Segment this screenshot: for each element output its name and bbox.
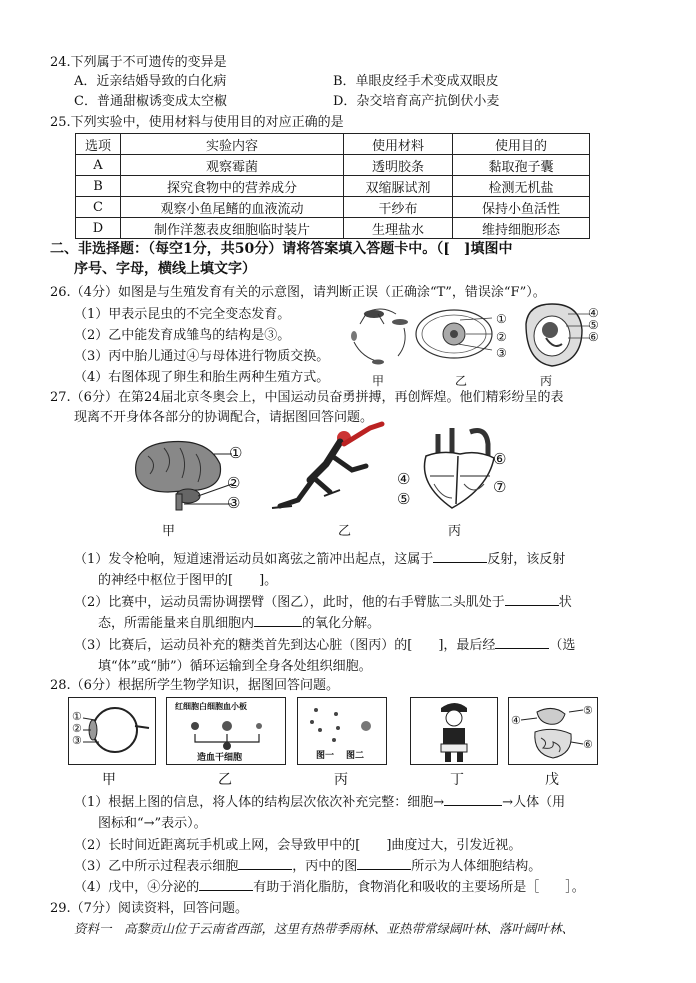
digestive-system-figure-box (508, 697, 598, 765)
person-figure (411, 698, 497, 764)
q26-stem: 26.（4分）如图是与生殖发育有关的示意图，请判断正误（正确涂“T”，错误涂“F”）。 (50, 285, 546, 300)
table-cell: 观察小鱼尾鳍的血液流动 (121, 197, 344, 218)
fig27-jia-caption: 甲 (162, 524, 176, 539)
egg-label: ③ (496, 346, 507, 360)
fig26-yi-caption: 乙 (455, 374, 468, 388)
eye-label: ② (72, 722, 82, 735)
q27-p2-text: （2）比赛中，运动员需协调摆臂（图乙），此时，他的右手臂肱二头肌处于 (74, 595, 505, 610)
heart-label: ⑥ (493, 450, 507, 468)
answer-blank[interactable] (199, 878, 253, 891)
q27-part1-line1 (74, 550, 565, 569)
section-note: 序号、字母，横线上填文字） (74, 261, 256, 277)
q26-statement-3: （3）丙中胎儿通过④与母体进行物质交换。 (74, 349, 330, 364)
q27-part3-line1 (74, 636, 575, 655)
egg-label: ② (496, 330, 507, 344)
eye-label: ① (72, 710, 82, 723)
uterus-label: ④ (588, 306, 599, 320)
table-header: 使用目的 (453, 134, 590, 155)
brain-label-cerebrum: ① (229, 444, 243, 462)
q25-stem: 25.下列实验中，使用材料与使用目的对应正确的是 (50, 115, 344, 130)
q28-p3-text: 所示为人体细胞结构。 (411, 859, 542, 874)
q26-statement-2: （2）乙中能发育成雏鸟的结构是③。 (74, 328, 291, 343)
q28-p1-line2: 图标和“→”表示）。 (98, 816, 207, 831)
q24-option-d: D．杂交培育高产抗倒伏小麦 (333, 94, 500, 109)
table-row (76, 197, 590, 218)
table-cell: 透明胶条 (344, 155, 453, 176)
answer-blank[interactable] (433, 550, 487, 563)
heart-label: ⑤ (397, 490, 411, 508)
q27-p2-text: 状 (558, 595, 572, 610)
answer-blank[interactable] (444, 793, 502, 806)
q28-p3-text: ，丙中的图 (292, 859, 358, 874)
q28-p1-text: →人体（用 (502, 795, 566, 810)
table-cell: 检测无机盐 (453, 176, 590, 197)
q27-p1-text: （1）发令枪响，短道速滑运动员如离弦之箭冲出起点，这属于 (74, 552, 434, 567)
egg-label: ① (496, 312, 507, 326)
table-cell: D (76, 218, 121, 239)
digestive-label: ⑤ (583, 704, 593, 717)
fig27-bing-caption: 丙 (448, 524, 462, 539)
fig27-yi-caption: 乙 (338, 524, 352, 539)
q28-p1-text: （1）根据上图的信息，将人体的结构层次依次补充完整：细胞→ (74, 795, 445, 810)
fig28-caption: 丙 (334, 772, 348, 788)
table-header: 选项 (76, 134, 121, 155)
q27-part2-line2 (98, 614, 380, 633)
q27-stem-line2: 现离不开身体各部分的协调配合，请据图回答问题。 (74, 410, 374, 425)
speed-skater-figure (270, 420, 386, 512)
cell-structure-figure (298, 698, 386, 764)
heart-figure (408, 424, 512, 516)
q28-part2: （2）长时间近距离玩手机或上网，会导致甲中的[ ]曲度过大，引发近视。 (74, 838, 522, 853)
q28-part1-line1 (74, 793, 565, 812)
brain-figure (128, 434, 241, 514)
q28-p4-text: （4）戊中，④分泌的 (74, 880, 200, 895)
brain-label-cerebellum: ② (227, 474, 241, 492)
q27-p2-text: 的氧化分解。 (302, 616, 381, 631)
q27-stem-line1: 27.（6分）在第24届北京冬奥会上，中国运动员奋勇拼搏，再创辉煌。他们精彩纷呈的表 (50, 390, 564, 405)
table-cell: 维持细胞形态 (453, 218, 590, 239)
bird-egg-figure (414, 306, 504, 362)
fig28-caption: 甲 (102, 772, 116, 788)
fig26-jia-caption: 甲 (372, 374, 385, 388)
fig28-caption: 乙 (218, 772, 232, 788)
digestive-label: ⑥ (583, 738, 593, 751)
table-cell: 干纱布 (344, 197, 453, 218)
q27-p3-text: （3）比赛后，运动员补充的糖类首先到达心脏（图丙）的[ ]，最后经 (74, 638, 496, 653)
blood-cell-figure-box (166, 697, 286, 765)
q28-p4-text: 有助于消化脂肪，食物消化和吸收的主要场所是［ ］。 (253, 880, 585, 895)
table-cell: A (76, 155, 121, 176)
q27-p3-text: （选 (549, 638, 576, 653)
q27-part2-line1 (74, 593, 572, 612)
q27-p1-line2: 的神经中枢位于图甲的[ ]。 (98, 573, 278, 588)
brain-label-brainstem: ③ (227, 494, 241, 512)
q24-option-a: A．近亲结婚导致的白化病 (74, 74, 227, 89)
answer-blank[interactable] (495, 636, 549, 649)
table-row (76, 218, 590, 239)
grasshopper-lifecycle-figure (344, 300, 416, 370)
cell-fig-label-2: 图二 (346, 751, 365, 761)
table-cell: 制作洋葱表皮细胞临时装片 (121, 218, 344, 239)
table-header: 实验内容 (121, 134, 344, 155)
table-cell: 双缩脲试剂 (344, 176, 453, 197)
cell-structure-figure-box (297, 697, 387, 765)
table-cell: 探究食物中的营养成分 (121, 176, 344, 197)
table-cell: C (76, 197, 121, 218)
uterus-label: ⑤ (588, 318, 599, 332)
answer-blank[interactable] (254, 614, 302, 627)
fetus-uterus-figure (518, 300, 598, 370)
q26-statement-4: （4）右图体现了卵生和胎生两种生殖方式。 (74, 370, 330, 385)
table-row (76, 176, 590, 197)
q28-stem: 28.（6分）根据所学生物学知识，据图回答问题。 (50, 678, 339, 693)
table-header: 使用材料 (344, 134, 453, 155)
heart-label: ④ (397, 470, 411, 488)
q28-part3 (74, 857, 541, 876)
answer-blank[interactable] (357, 857, 411, 870)
heart-label: ⑦ (493, 478, 507, 496)
fig28-caption: 丁 (450, 772, 464, 788)
q29-stem: 29.（7分）阅读资料，回答问题。 (50, 901, 248, 916)
uterus-label: ⑥ (588, 330, 599, 344)
q26-statement-1: （1）甲表示昆虫的不完全变态发育。 (74, 307, 291, 322)
person-figure-box (410, 697, 498, 765)
fig28-caption: 戊 (545, 772, 559, 788)
q24-stem: 24.下列属于不可遗传的变异是 (50, 55, 227, 70)
q28-part4 (74, 878, 585, 897)
experiment-table (75, 133, 590, 239)
stem-cell-label: 造血干细胞 (197, 753, 243, 763)
table-cell: B (76, 176, 121, 197)
q24-option-b: B．单眼皮经手术变成双眼皮 (333, 74, 499, 89)
q28-p3-text: （3）乙中所示过程表示细胞 (74, 859, 239, 874)
table-cell: 观察霉菌 (121, 155, 344, 176)
table-cell: 保持小鱼活性 (453, 197, 590, 218)
table-row (76, 155, 590, 176)
eye-label: ③ (72, 734, 82, 747)
q27-p2-text: 态，所需能量来自肌细胞内 (98, 616, 255, 631)
cell-fig-label-1: 图一 (316, 751, 335, 761)
q27-p3-line2: 填“体”或“肺”）循环运输到全身各处组织细胞。 (98, 659, 372, 674)
fig26-bing-caption: 丙 (540, 374, 553, 388)
answer-blank[interactable] (238, 857, 292, 870)
digestive-label: ④ (511, 714, 521, 727)
q29-material-1: 资料一 高黎贡山位于云南省西部，这里有热带季雨林、亚热带常绿阔叶林、落叶阔叶林、 (74, 921, 575, 936)
table-header-row (76, 134, 590, 155)
q27-p1-text: 反射，该反射 (487, 552, 566, 567)
blood-cell-title: 红细胞白细胞血小板 (175, 701, 247, 711)
q24-option-c: C．普通甜椒诱变成太空椒 (74, 94, 227, 109)
eye-figure-box (68, 697, 156, 765)
table-cell: 黏取孢子囊 (453, 155, 590, 176)
section-title: 二、非选择题：（每空1分，共50分）请将答案填入答题卡中。（[ ]填图中 (50, 241, 513, 257)
table-cell: 生理盐水 (344, 218, 453, 239)
answer-blank[interactable] (505, 593, 559, 606)
